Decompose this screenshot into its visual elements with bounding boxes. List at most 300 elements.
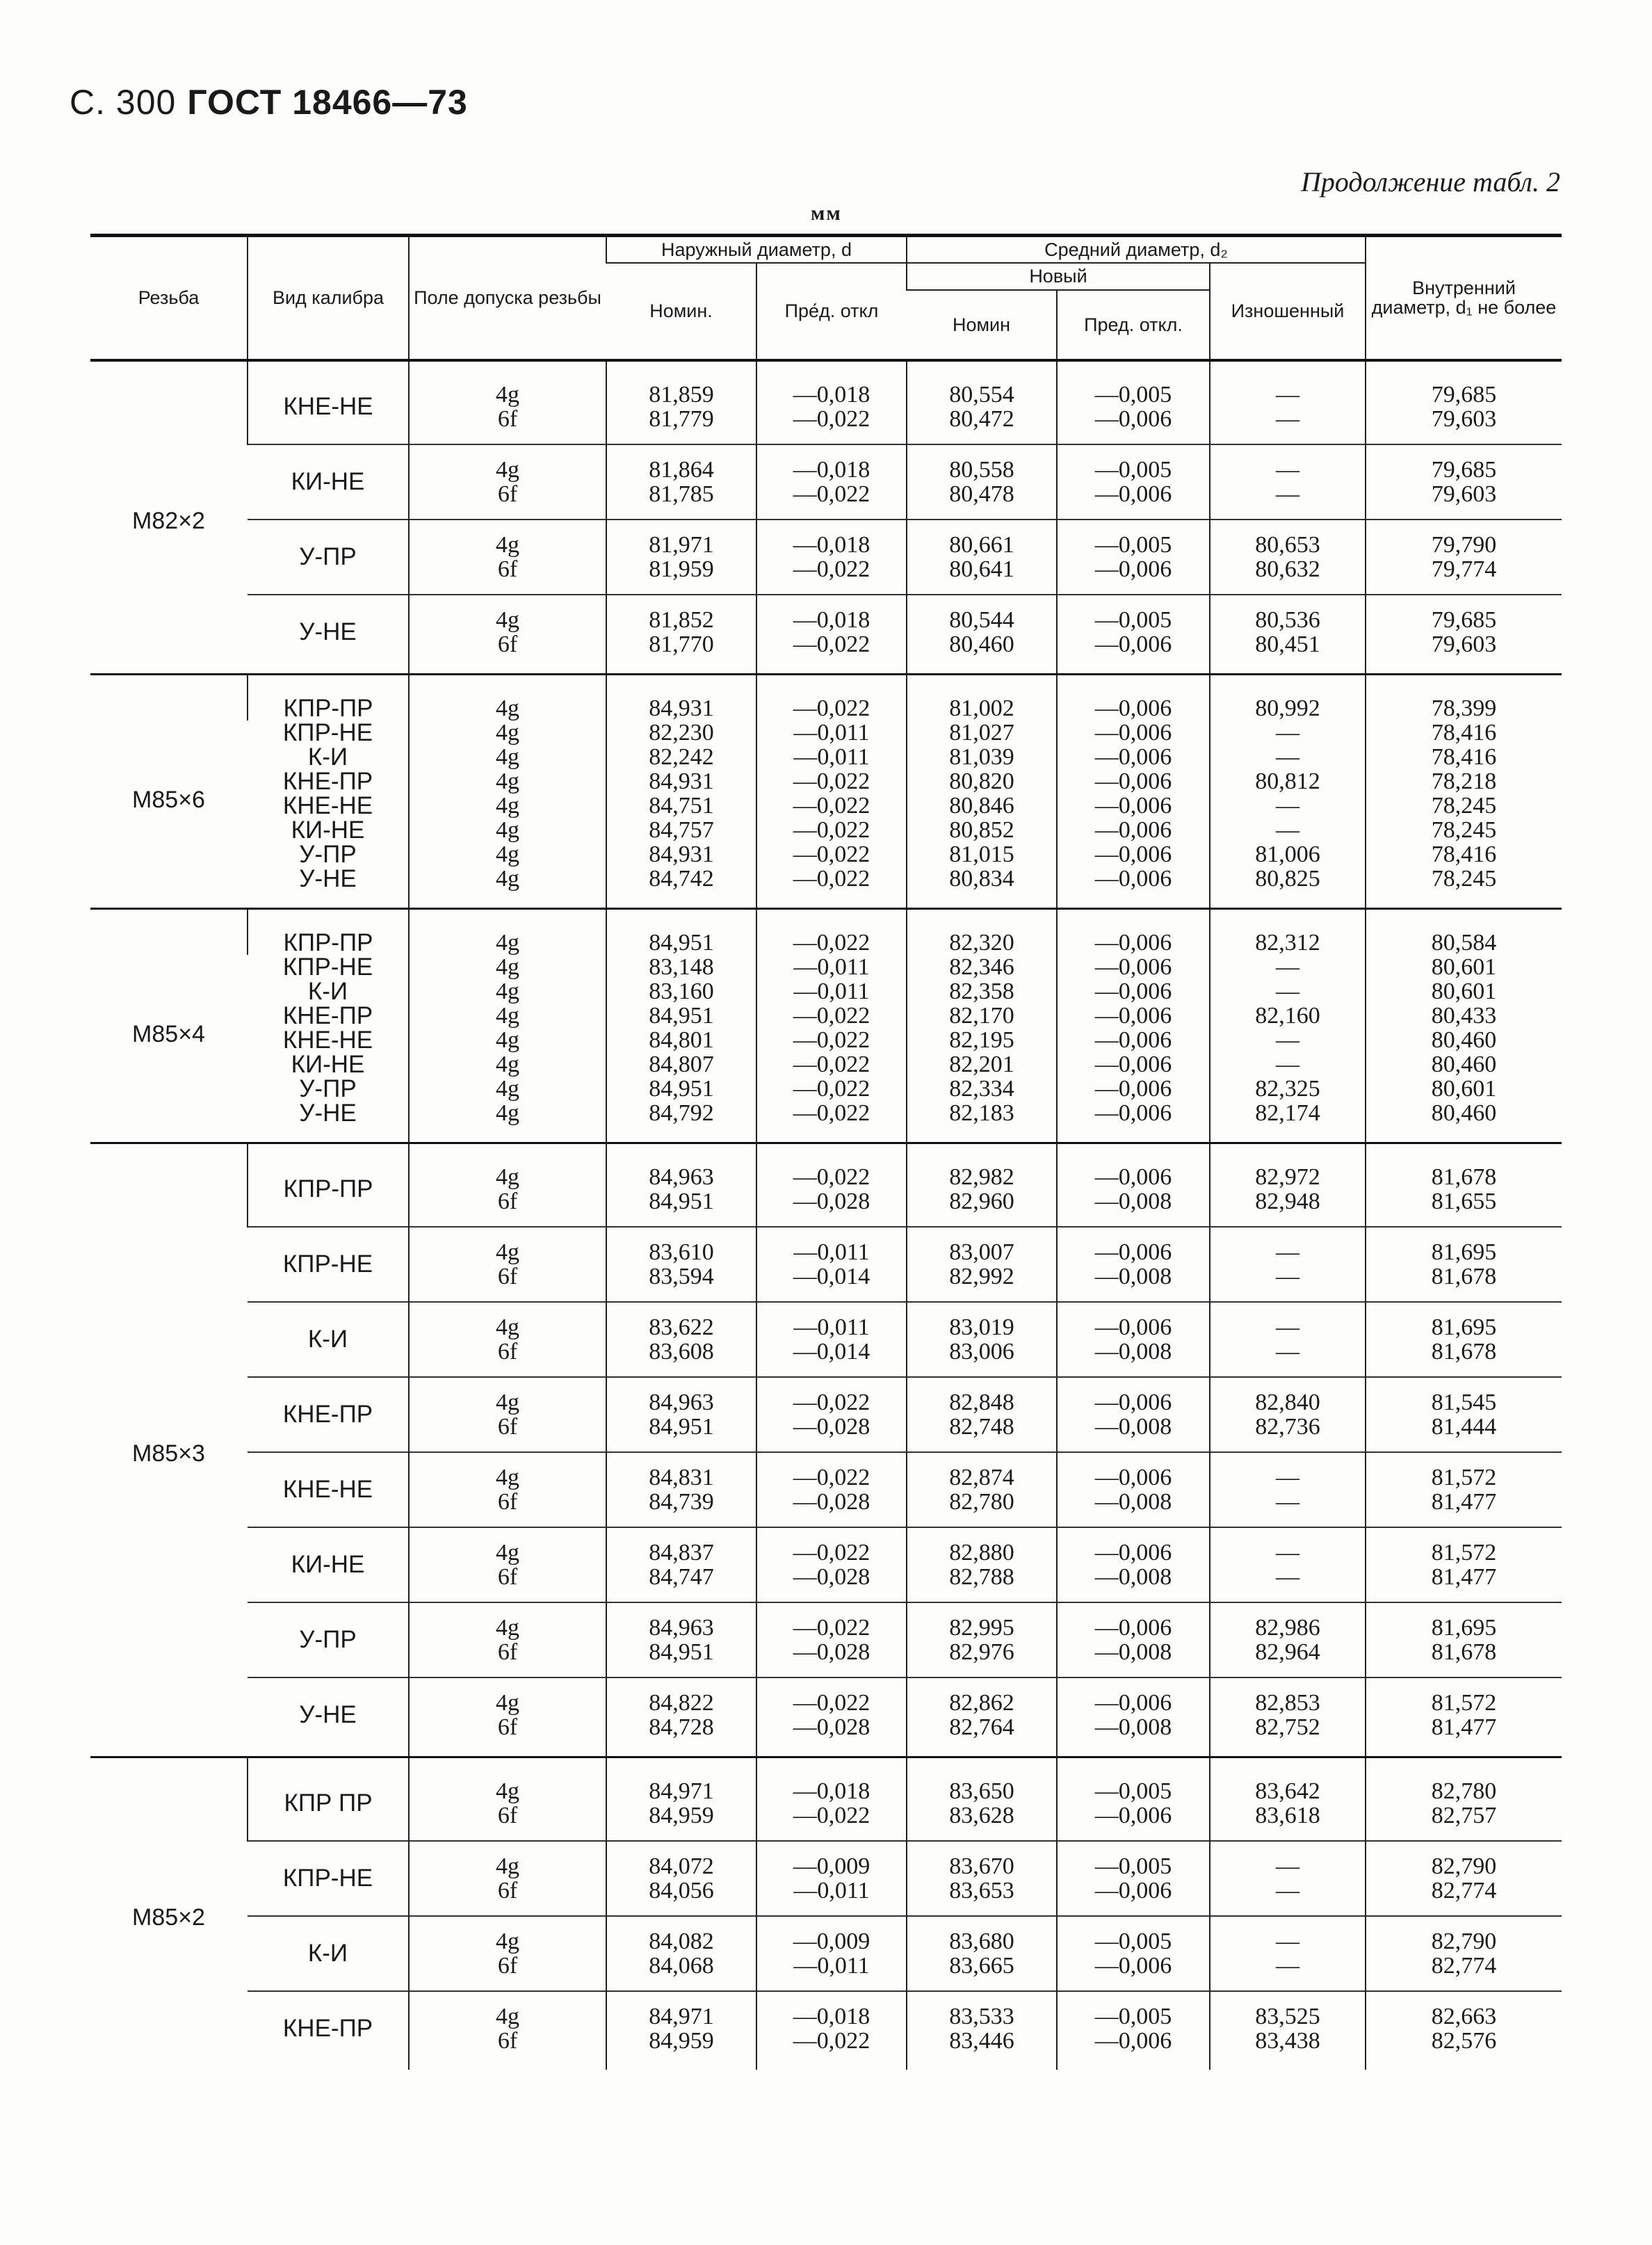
cell-outer-nominal: [606, 1916, 756, 1991]
cell-worn: 82,174: [1210, 1101, 1366, 1143]
cell-mean-deviation: —0,006: [1057, 1052, 1210, 1077]
cell-value: 4g: [496, 1689, 519, 1716]
cell-value: —0,022: [793, 405, 870, 432]
cell-value: —: [1276, 481, 1299, 507]
cell-mean-nominal: 81,002: [907, 674, 1057, 721]
cell-value: —0,022: [793, 1802, 870, 1828]
cell-mean-deviation: —0,006: [1057, 745, 1210, 769]
cell-value: 81,864: [649, 456, 714, 483]
cell-mean-nominal: 82,201: [907, 1052, 1057, 1077]
cell-outer-deviation: [756, 520, 907, 595]
cell-tolerance: [409, 360, 606, 444]
cell-mean-nominal: [907, 520, 1057, 595]
cell-worn: [1210, 1991, 1366, 2070]
cell-mean-deviation: —0,006: [1057, 908, 1210, 955]
cell-value: 81,859: [649, 381, 714, 408]
cell-outer-deviation: [756, 1302, 907, 1377]
cell-value: 4g: [496, 1778, 519, 1804]
table-row: [90, 955, 1562, 979]
cell-tolerance: 4g: [409, 908, 606, 955]
table-row: [90, 721, 1562, 745]
cell-outer-deviation: [756, 1527, 907, 1602]
cell-gauge-type: К-И: [248, 1302, 409, 1377]
table-row: [90, 1916, 1562, 1991]
cell-gauge-type: КНЕ-ПР: [248, 1991, 409, 2070]
cell-value: —: [1276, 381, 1299, 408]
cell-outer-deviation: [756, 1143, 907, 1227]
cell-value: —0,022: [793, 481, 870, 507]
col-tolerance: Поле допуска резьбы: [409, 236, 606, 360]
cell-mean-nominal: 80,820: [907, 769, 1057, 794]
cell-value: —0,028: [793, 1488, 870, 1515]
thread-size: M85×4: [132, 1021, 205, 1048]
cell-outer-deviation: [756, 360, 907, 444]
cell-gauge-type: КПР-ПР: [248, 908, 409, 955]
cell-worn: 80,992: [1210, 674, 1366, 721]
cell-tolerance: 4g: [409, 1052, 606, 1077]
cell-value: 84,728: [649, 1714, 714, 1740]
cell-outer-nominal: 82,230: [606, 721, 756, 745]
table-header: [90, 236, 1562, 360]
cell-value: 83,628: [949, 1802, 1014, 1828]
cell-mean-nominal: 82,195: [907, 1028, 1057, 1052]
cell-outer-nominal: [606, 1757, 756, 1841]
cell-worn: [1210, 595, 1366, 675]
cell-mean-deviation: —0,006: [1057, 794, 1210, 818]
cell-tolerance: 4g: [409, 769, 606, 794]
cell-value: 83,525: [1255, 2003, 1320, 2029]
cell-mean-nominal: [907, 1757, 1057, 1841]
cell-outer-nominal: 84,757: [606, 818, 756, 842]
cell-gauge-type: КПР-ПР: [248, 674, 409, 721]
cell-value: 4g: [496, 2003, 519, 2029]
cell-value: 6f: [497, 1714, 518, 1740]
cell-gauge-type: КИ-НЕ: [248, 444, 409, 520]
cell-inner-diameter: [1366, 1302, 1562, 1377]
cell-worn: 82,312: [1210, 908, 1366, 955]
cell-value: —0,018: [793, 606, 870, 633]
cell-mean-deviation: [1057, 1841, 1210, 1916]
cell-value: —0,005: [1094, 456, 1172, 483]
cell-mean-nominal: 82,358: [907, 979, 1057, 1004]
cell-inner-diameter: [1366, 1841, 1562, 1916]
cell-mean-nominal: 82,334: [907, 1077, 1057, 1101]
cell-value: —: [1276, 1877, 1299, 1904]
cell-outer-deviation: [756, 1677, 907, 1757]
cell-value: 80,641: [949, 556, 1014, 582]
cell-outer-nominal: [606, 1452, 756, 1527]
cell-value: —0,022: [793, 1164, 870, 1190]
table-row: [90, 794, 1562, 818]
cell-value: 6f: [497, 631, 518, 657]
cell-worn: —: [1210, 721, 1366, 745]
cell-value: 84,082: [649, 1928, 714, 1954]
cell-value: 82,736: [1255, 1413, 1320, 1440]
cell-value: 83,019: [949, 1314, 1014, 1340]
cell-outer-deviation: —0,022: [756, 794, 907, 818]
cell-mean-deviation: —0,006: [1057, 1028, 1210, 1052]
cell-outer-deviation: —0,022: [756, 842, 907, 867]
cell-value: 81,959: [649, 556, 714, 582]
cell-gauge-type: КНЕ-НЕ: [282, 1026, 373, 1054]
table-continuation-note: Продолжение табл. 2: [1300, 166, 1560, 198]
cell-worn: 82,325: [1210, 1077, 1366, 1101]
cell-outer-deviation: —0,022: [756, 818, 907, 842]
cell-value: —0,022: [793, 1389, 870, 1415]
cell-value: 81,695: [1431, 1614, 1497, 1641]
cell-mean-deviation: [1057, 520, 1210, 595]
cell-outer-deviation: —0,022: [756, 674, 907, 721]
cell-value: —0,006: [1094, 1689, 1172, 1716]
cell-outer-nominal: 83,148: [606, 955, 756, 979]
table-row: [90, 842, 1562, 867]
cell-value: —0,028: [793, 1413, 870, 1440]
cell-gauge-type: КПР-НЕ: [282, 953, 373, 981]
cell-worn: —: [1210, 955, 1366, 979]
cell-mean-nominal: [907, 595, 1057, 675]
cell-gauge-type: КПР-НЕ: [248, 1841, 409, 1916]
cell-value: 6f: [497, 1263, 518, 1289]
cell-value: 6f: [497, 405, 518, 432]
cell-mean-deviation: —0,006: [1057, 979, 1210, 1004]
cell-tolerance: [409, 1143, 606, 1227]
cell-value: 84,951: [649, 1413, 714, 1440]
cell-value: 81,695: [1431, 1314, 1497, 1340]
table-row: [90, 595, 1562, 675]
cell-mean-nominal: 81,027: [907, 721, 1057, 745]
cell-outer-deviation: —0,011: [756, 745, 907, 769]
cell-value: —: [1276, 456, 1299, 483]
cell-inner-diameter: 78,245: [1366, 818, 1562, 842]
cell-value: 4g: [496, 1614, 519, 1641]
cell-outer-nominal: 84,801: [606, 1028, 756, 1052]
cell-inner-diameter: [1366, 1602, 1562, 1677]
cell-value: 6f: [497, 2027, 518, 2054]
cell-value: 82,986: [1255, 1614, 1320, 1641]
cell-outer-deviation: —0,011: [756, 955, 907, 979]
table-row: [90, 1377, 1562, 1452]
cell-value: —: [1276, 1853, 1299, 1879]
cell-inner-diameter: [1366, 1377, 1562, 1452]
cell-value: 81,678: [1431, 1164, 1497, 1190]
cell-inner-diameter: 78,416: [1366, 842, 1562, 867]
cell-inner-diameter: 78,218: [1366, 769, 1562, 794]
cell-value: 82,880: [949, 1539, 1014, 1566]
cell-value: 84,963: [649, 1614, 714, 1641]
cell-worn: 81,006: [1210, 842, 1366, 867]
cell-mean-deviation: [1057, 595, 1210, 675]
cell-value: 81,572: [1431, 1464, 1497, 1490]
cell-value: 82,790: [1431, 1853, 1497, 1879]
standard-code: ГОСТ 18466—73: [187, 83, 468, 122]
cell-gauge-type: У-ПР: [299, 840, 357, 868]
cell-outer-nominal: 84,931: [606, 769, 756, 794]
cell-mean-nominal: 81,015: [907, 842, 1057, 867]
cell-value: 82,790: [1431, 1928, 1497, 1954]
cell-worn: [1210, 1377, 1366, 1452]
cell-outer-deviation: [756, 1916, 907, 1991]
cell-value: —: [1276, 1539, 1299, 1566]
table-row: [90, 1452, 1562, 1527]
cell-outer-nominal: [606, 520, 756, 595]
table-row: [90, 444, 1562, 520]
cell-value: 82,964: [1255, 1639, 1320, 1665]
cell-mean-deviation: —0,006: [1057, 721, 1210, 745]
cell-value: 81,477: [1431, 1563, 1497, 1590]
cell-gauge-type: КНЕ-ПР: [282, 1001, 373, 1029]
cell-value: 82,995: [949, 1614, 1014, 1641]
cell-value: —0,018: [793, 456, 870, 483]
cell-value: 84,963: [649, 1164, 714, 1190]
cell-value: 84,951: [649, 1188, 714, 1214]
cell-value: 79,685: [1431, 456, 1497, 483]
cell-value: 83,608: [649, 1338, 714, 1365]
cell-tolerance: 4g: [409, 745, 606, 769]
cell-value: —0,022: [793, 2027, 870, 2054]
cell-tolerance: [409, 1527, 606, 1602]
cell-mean-deviation: [1057, 1991, 1210, 2070]
cell-gauge-type: У-НЕ: [299, 864, 357, 892]
cell-outer-nominal: 82,242: [606, 745, 756, 769]
cell-value: 81,971: [649, 531, 714, 558]
thread-group: [90, 1757, 1562, 2070]
cell-tolerance: 4g: [409, 979, 606, 1004]
cell-worn: [1210, 1757, 1366, 1841]
cell-value: 4g: [496, 1389, 519, 1415]
cell-inner-diameter: 78,416: [1366, 745, 1562, 769]
cell-mean-deviation: —0,006: [1057, 842, 1210, 867]
cell-value: 6f: [497, 1639, 518, 1665]
cell-mean-deviation: [1057, 1452, 1210, 1527]
cell-mean-nominal: [907, 1841, 1057, 1916]
cell-value: 81,444: [1431, 1413, 1497, 1440]
cell-mean-deviation: —0,006: [1057, 769, 1210, 794]
table-row: [90, 1527, 1562, 1602]
cell-value: —: [1276, 1464, 1299, 1490]
cell-value: 80,451: [1255, 631, 1320, 657]
cell-value: 83,533: [949, 2003, 1014, 2029]
cell-tolerance: 4g: [409, 1077, 606, 1101]
cell-outer-nominal: [606, 1841, 756, 1916]
cell-value: 83,007: [949, 1239, 1014, 1265]
cell-value: 83,622: [649, 1314, 714, 1340]
cell-mean-deviation: —0,006: [1057, 955, 1210, 979]
cell-gauge-type: КПР-НЕ: [248, 1227, 409, 1302]
cell-inner-diameter: 80,460: [1366, 1052, 1562, 1077]
table-row: [90, 1052, 1562, 1077]
table-row: [90, 867, 1562, 909]
cell-value: 80,661: [949, 531, 1014, 558]
cell-value: 82,774: [1431, 1877, 1497, 1904]
cell-tolerance: 4g: [409, 794, 606, 818]
cell-tolerance: [409, 1227, 606, 1302]
cell-outer-deviation: [756, 595, 907, 675]
cell-mean-deviation: [1057, 360, 1210, 444]
cell-value: —0,022: [793, 1614, 870, 1641]
cell-value: 81,678: [1431, 1263, 1497, 1289]
cell-mean-nominal: [907, 1302, 1057, 1377]
cell-value: —0,018: [793, 531, 870, 558]
cell-value: —0,006: [1094, 1614, 1172, 1641]
cell-value: 82,982: [949, 1164, 1014, 1190]
cell-value: 83,594: [649, 1263, 714, 1289]
cell-value: —: [1276, 405, 1299, 432]
cell-mean-deviation: —0,006: [1057, 867, 1210, 909]
cell-mean-nominal: [907, 1227, 1057, 1302]
cell-value: 82,840: [1255, 1389, 1320, 1415]
col-outer-diameter: Наружный диаметр, d: [606, 236, 907, 264]
cell-worn: [1210, 1227, 1366, 1302]
cell-outer-nominal: [606, 1602, 756, 1677]
cell-value: 82,976: [949, 1639, 1014, 1665]
cell-gauge-type: У-НЕ: [248, 1677, 409, 1757]
cell-mean-nominal: 80,852: [907, 818, 1057, 842]
cell-outer-nominal: [606, 1143, 756, 1227]
cell-value: 79,603: [1431, 405, 1497, 432]
cell-value: 84,959: [649, 2027, 714, 2054]
cell-worn: [1210, 1527, 1366, 1602]
table-row: [90, 674, 1562, 721]
cell-value: 4g: [496, 606, 519, 633]
cell-value: —0,022: [793, 556, 870, 582]
cell-gauge-type: У-ПР: [248, 1602, 409, 1677]
cell-value: 80,558: [949, 456, 1014, 483]
cell-value: —0,006: [1094, 1539, 1172, 1566]
col-mean-deviation: Пред. откл.: [1057, 290, 1210, 360]
cell-value: 81,477: [1431, 1714, 1497, 1740]
cell-value: 81,785: [649, 481, 714, 507]
cell-inner-diameter: [1366, 1916, 1562, 1991]
cell-mean-nominal: [907, 1452, 1057, 1527]
cell-worn: [1210, 444, 1366, 520]
cell-value: 6f: [497, 1877, 518, 1904]
table-row: [90, 1757, 1562, 1841]
cell-outer-deviation: [756, 1841, 907, 1916]
units-label: мм: [811, 202, 842, 225]
cell-outer-deviation: [756, 1227, 907, 1302]
cell-tolerance: [409, 1991, 606, 2070]
table-row: [90, 1227, 1562, 1302]
cell-outer-nominal: 84,792: [606, 1101, 756, 1143]
cell-mean-deviation: [1057, 1916, 1210, 1991]
cell-value: 84,822: [649, 1689, 714, 1716]
gauge-dimensions-table: [90, 234, 1562, 2070]
cell-inner-diameter: [1366, 520, 1562, 595]
cell-value: 83,006: [949, 1338, 1014, 1365]
cell-value: 82,992: [949, 1263, 1014, 1289]
cell-value: —0,009: [793, 1928, 870, 1954]
cell-inner-diameter: 80,601: [1366, 955, 1562, 979]
cell-value: 83,446: [949, 2027, 1014, 2054]
cell-mean-deviation: [1057, 444, 1210, 520]
cell-worn: 80,812: [1210, 769, 1366, 794]
cell-outer-deviation: —0,022: [756, 1101, 907, 1143]
cell-mean-nominal: [907, 1602, 1057, 1677]
cell-value: —0,011: [793, 1952, 870, 1979]
cell-mean-deviation: —0,006: [1057, 674, 1210, 721]
cell-value: —0,006: [1094, 405, 1172, 432]
cell-value: 81,477: [1431, 1488, 1497, 1515]
cell-value: 4g: [496, 1853, 519, 1879]
cell-outer-nominal: [606, 1677, 756, 1757]
cell-outer-deviation: —0,022: [756, 1028, 907, 1052]
cell-value: —0,011: [793, 1314, 870, 1340]
thread-size: M85×6: [132, 787, 205, 814]
cell-outer-nominal: 83,160: [606, 979, 756, 1004]
table-row: [90, 1991, 1562, 2070]
cell-inner-diameter: [1366, 1677, 1562, 1757]
cell-value: 80,554: [949, 381, 1014, 408]
cell-inner-diameter: 78,245: [1366, 867, 1562, 909]
cell-value: —: [1276, 1952, 1299, 1979]
cell-value: 81,572: [1431, 1539, 1497, 1566]
cell-value: 84,739: [649, 1488, 714, 1515]
cell-tolerance: 4g: [409, 818, 606, 842]
table-row: [90, 979, 1562, 1004]
cell-value: —0,005: [1094, 1778, 1172, 1804]
cell-value: 81,678: [1431, 1338, 1497, 1365]
cell-value: —0,006: [1094, 1239, 1172, 1265]
cell-outer-nominal: [606, 1227, 756, 1302]
cell-value: 81,695: [1431, 1239, 1497, 1265]
cell-value: —0,006: [1094, 556, 1172, 582]
cell-worn: —: [1210, 1052, 1366, 1077]
cell-value: 4g: [496, 531, 519, 558]
cell-gauge-type: КНЕ-НЕ: [248, 1452, 409, 1527]
cell-gauge-type: КИ-НЕ: [291, 816, 365, 844]
cell-value: 84,951: [649, 1639, 714, 1665]
cell-value: 80,478: [949, 481, 1014, 507]
cell-tolerance: 4g: [409, 842, 606, 867]
cell-outer-nominal: [606, 595, 756, 675]
cell-outer-deviation: —0,011: [756, 721, 907, 745]
cell-value: 80,632: [1255, 556, 1320, 582]
cell-value: 82,757: [1431, 1802, 1497, 1828]
cell-worn: —: [1210, 794, 1366, 818]
cell-gauge-type: У-НЕ: [299, 1099, 357, 1127]
cell-value: 79,603: [1431, 481, 1497, 507]
cell-value: 79,603: [1431, 631, 1497, 657]
cell-value: 83,642: [1255, 1778, 1320, 1804]
cell-outer-deviation: [756, 1377, 907, 1452]
cell-mean-nominal: [907, 1991, 1057, 2070]
cell-outer-nominal: [606, 360, 756, 444]
cell-mean-nominal: 82,183: [907, 1101, 1057, 1143]
cell-value: —0,008: [1094, 1338, 1172, 1365]
cell-value: 84,971: [649, 1778, 714, 1804]
cell-value: —0,018: [793, 381, 870, 408]
cell-value: 82,780: [1431, 1778, 1497, 1804]
col-inner-diameter: Внутренний диаметр, d₁ не более: [1366, 236, 1562, 360]
col-outer-nominal: Номин.: [606, 263, 756, 360]
cell-gauge-type: К-И: [307, 977, 348, 1005]
cell-outer-deviation: —0,022: [756, 867, 907, 909]
cell-value: 82,972: [1255, 1164, 1320, 1190]
cell-value: —0,006: [1094, 1314, 1172, 1340]
cell-value: —: [1276, 1563, 1299, 1590]
cell-outer-deviation: —0,022: [756, 1077, 907, 1101]
cell-worn: [1210, 520, 1366, 595]
cell-gauge-type: КНЕ-НЕ: [282, 791, 373, 819]
cell-value: 82,752: [1255, 1714, 1320, 1740]
cell-value: —0,028: [793, 1714, 870, 1740]
cell-worn: [1210, 1452, 1366, 1527]
cell-value: 83,680: [949, 1928, 1014, 1954]
cell-value: 4g: [496, 1928, 519, 1954]
cell-value: 6f: [497, 1563, 518, 1590]
cell-value: 84,837: [649, 1539, 714, 1566]
cell-value: 83,438: [1255, 2027, 1320, 2054]
